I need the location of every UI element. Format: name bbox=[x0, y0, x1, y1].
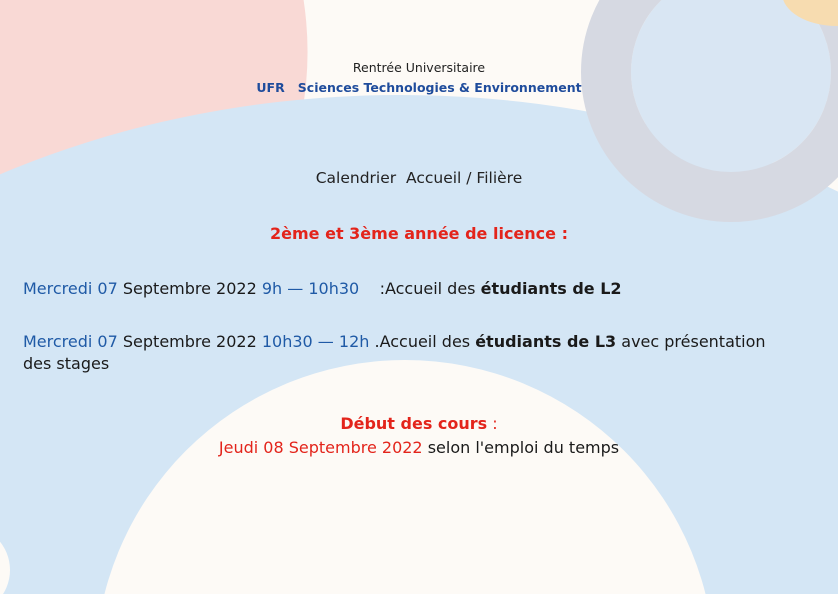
l3-month-year: Septembre 2022 bbox=[117, 332, 262, 351]
l3-day: Mercredi 07 bbox=[23, 332, 118, 351]
courses-date-line bbox=[0, 438, 838, 457]
l3-rest: avec présentation des stages bbox=[23, 332, 766, 373]
section-heading: 2ème et 3ème année de licence : bbox=[270, 224, 568, 243]
courses-label: Début des cours bbox=[340, 414, 488, 433]
l3-time: 10h30 — 12h bbox=[261, 332, 370, 351]
l2-time: 9h — 10h30 bbox=[261, 279, 360, 298]
l2-month-year: Septembre 2022 bbox=[117, 279, 262, 298]
l2-group: étudiants de L2 bbox=[480, 279, 622, 298]
courses-date: Jeudi 08 Septembre 2022 bbox=[218, 438, 423, 457]
courses-rest: selon l'emploi du temps bbox=[422, 438, 620, 457]
schedule-line-l2 bbox=[23, 278, 622, 300]
courses-colon: : bbox=[487, 414, 498, 433]
header-title: Rentrée Universitaire bbox=[352, 60, 486, 75]
courses-heading bbox=[0, 414, 838, 433]
l2-separator: :Accueil des bbox=[359, 279, 481, 298]
l3-separator: .Accueil des bbox=[369, 332, 476, 351]
l2-day: Mercredi 07 bbox=[23, 279, 118, 298]
calendar-title: Calendrier Accueil / Filière bbox=[315, 169, 523, 187]
schedule-line-l3 bbox=[23, 331, 783, 375]
header-ufr: UFR Sciences Technologies & Environnement bbox=[256, 80, 582, 95]
l3-group: étudiants de L3 bbox=[475, 332, 617, 351]
